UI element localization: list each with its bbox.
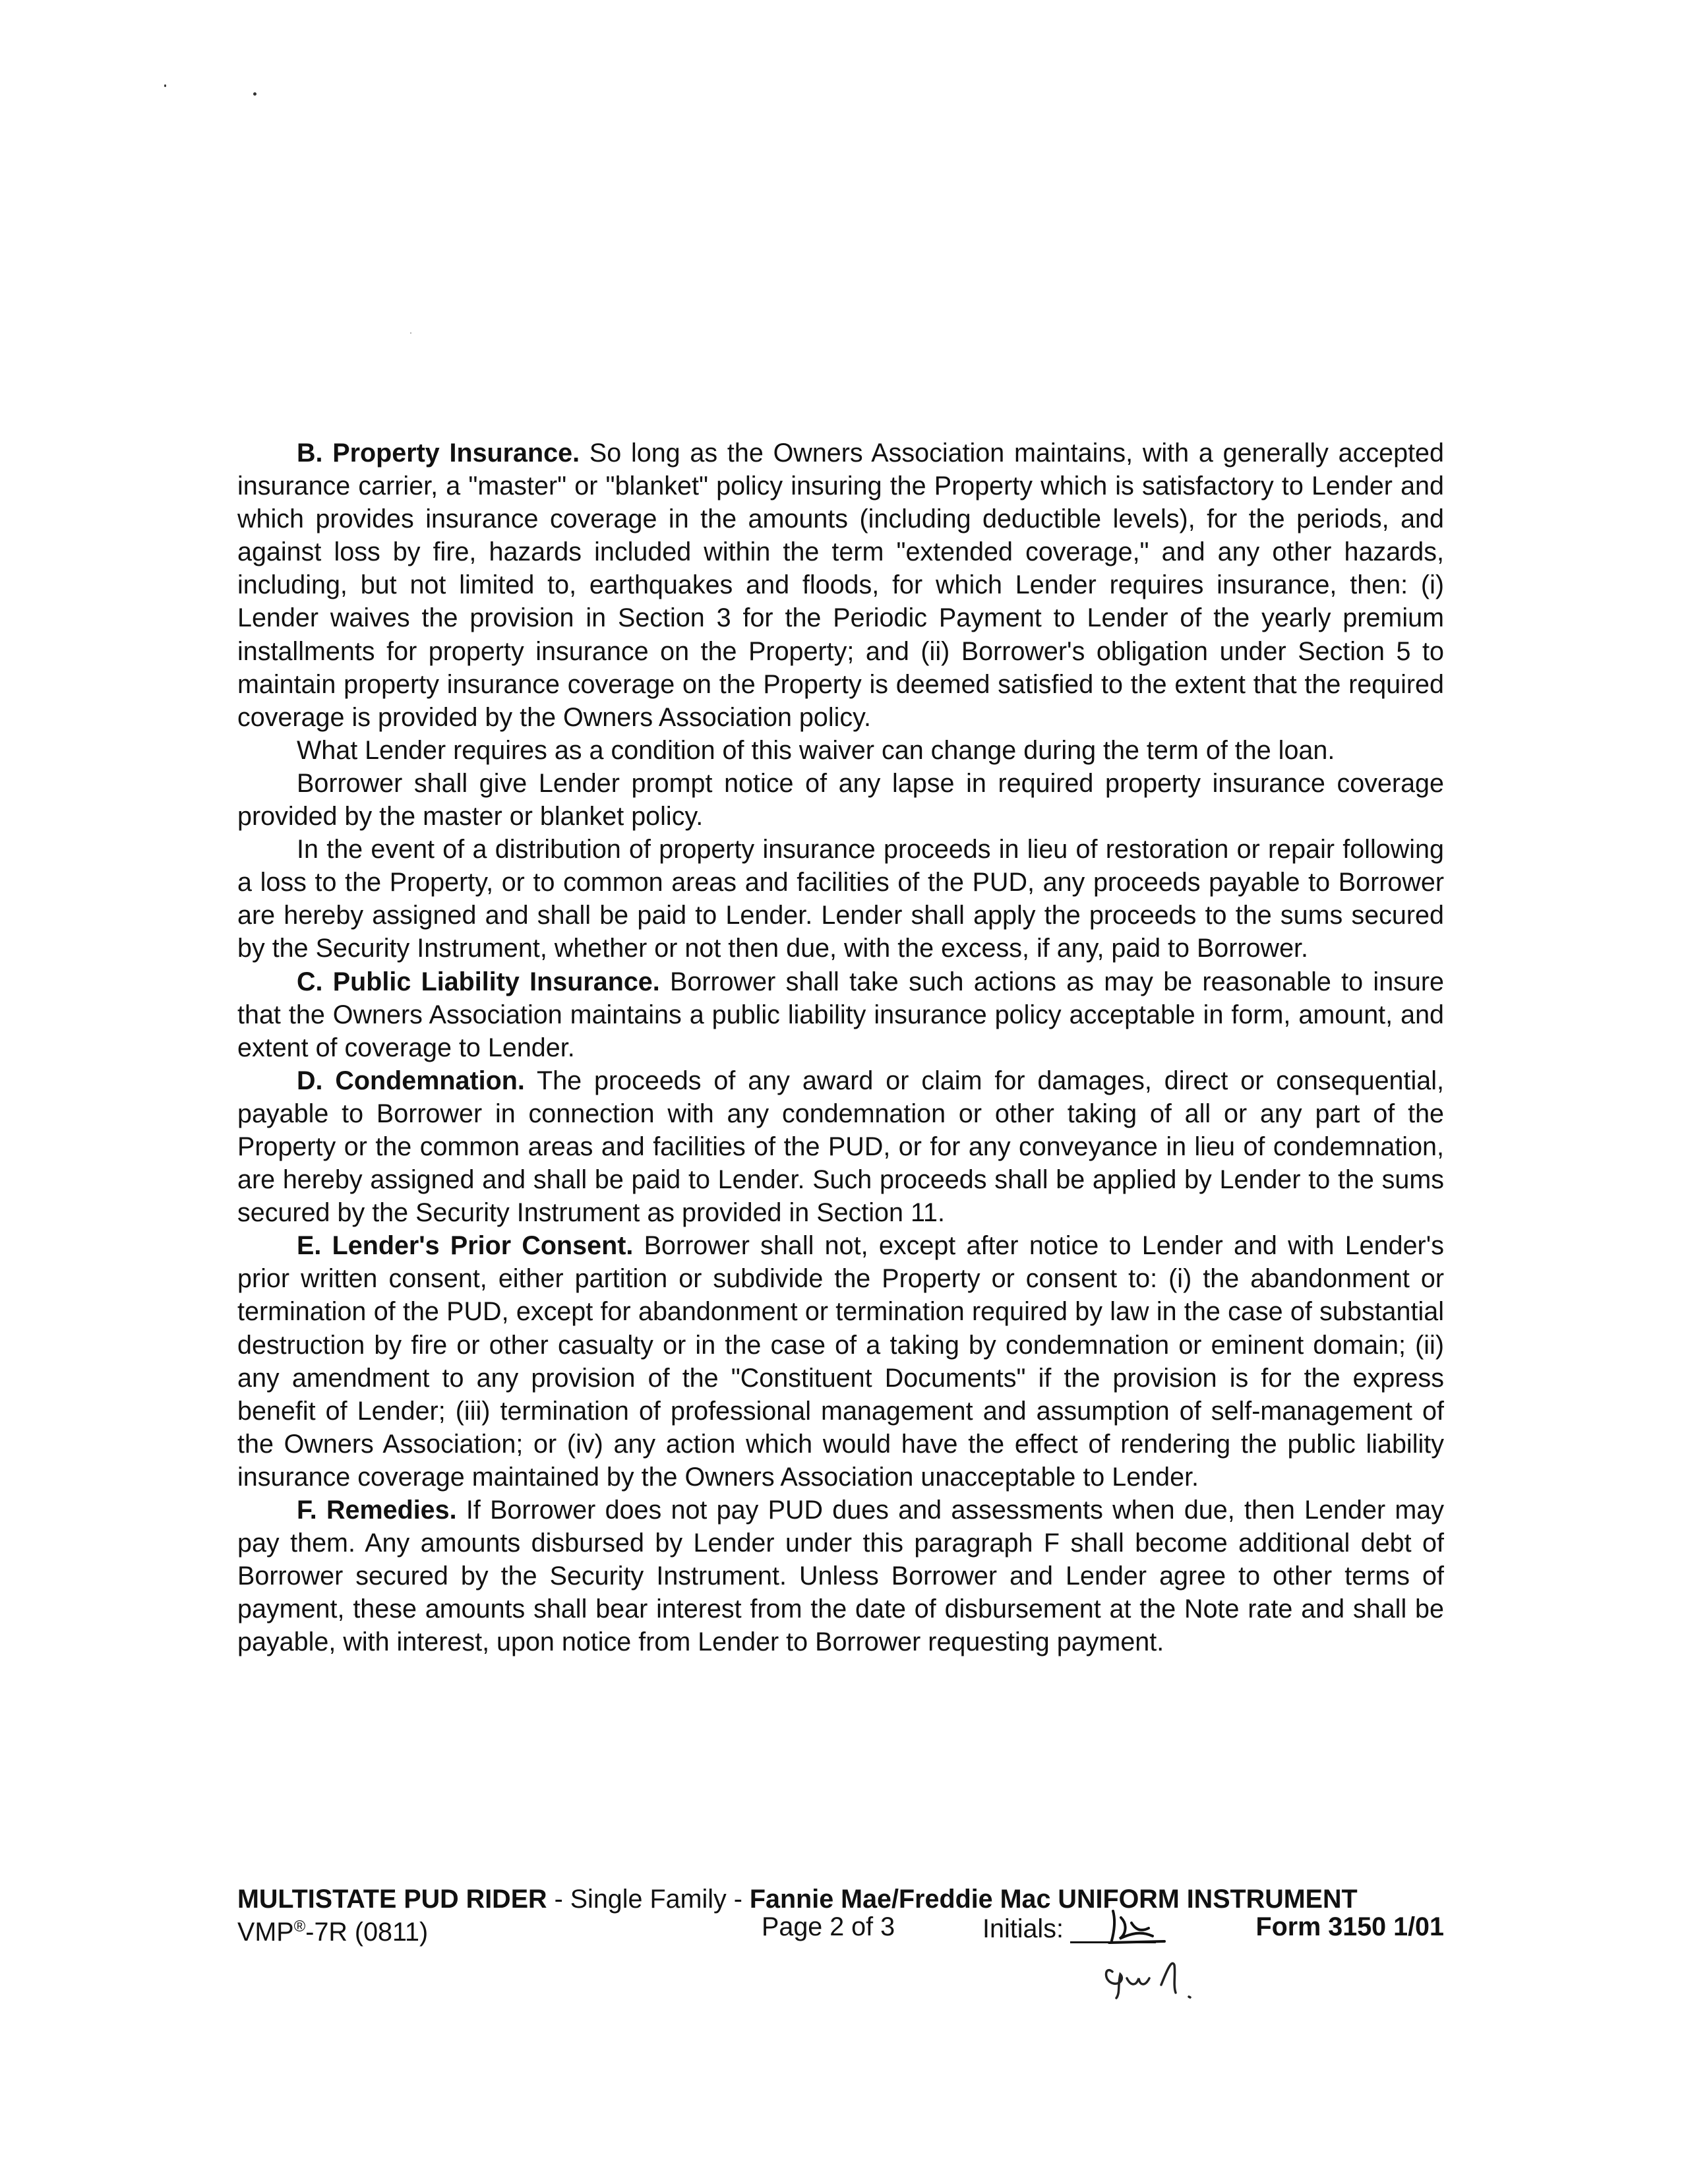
- footer-rider-title: MULTISTATE PUD RIDER: [237, 1885, 547, 1914]
- section-b-waiver-paragraph: [237, 734, 1444, 767]
- section-d-condemnation: [237, 1064, 1444, 1229]
- vmp-prefix: VMP: [237, 1918, 294, 1947]
- section-heading: D. Condemnation.: [297, 1066, 525, 1095]
- scan-speck: [410, 332, 411, 334]
- section-text: In the event of a distribution of property insurance proceeds in lieu of restoration or repair following a loss to the Property, or to common areas and facilities of the PUD, any proceeds payable to Borrower are hereby assigned and shall be paid to Lender. Lender shall apply the proceeds to the sums secured by the Security Instrument, whether or not then due, with the excess, if any, paid to Borrower.: [237, 835, 1444, 963]
- footer-vmp-code: [237, 1912, 428, 1947]
- section-b-notice-paragraph: [237, 767, 1444, 833]
- section-text: The proceeds of any award or claim for damages, direct or consequential, payable to Borrower in connection with any condemnation or other taking of all or any part of the Property or the common areas and facilities of the PUD, or for any conveyance in lieu of condemnation, are hereby assigned and shall be paid to Lender. Such proceeds shall be applied by Lender to the sums secured by the Security Instrument as provided in Section 11.: [237, 1066, 1444, 1228]
- section-heading: E. Lender's Prior Consent.: [297, 1231, 634, 1261]
- footer-family: Single Family: [570, 1885, 727, 1914]
- initials-label: Initials:: [982, 1914, 1064, 1943]
- registered-mark: ®: [293, 1918, 306, 1935]
- section-f-remedies: [237, 1494, 1444, 1658]
- section-text: If Borrower does not pay PUD dues and assessments when due, then Lender may pay them. Any amounts disbursed by Lender under this paragraph F shall become additional debt of Borrower secured by the Security Instrument. Unless Borrower and Lender agree to other terms of payment, these amounts shall bear interest from the date of disbursement at the Note rate and shall be payable, with interest, upon notice from Lender to Borrower requesting payment.: [237, 1496, 1444, 1657]
- footer-separator: -: [726, 1885, 750, 1914]
- section-b-property-insurance: [237, 437, 1444, 734]
- scan-speck: [253, 92, 256, 96]
- footer-title-line: [237, 1885, 1444, 1914]
- footer-form-number: Form 3150 1/01: [1255, 1912, 1444, 1941]
- initials-signature-mark: [1098, 1952, 1217, 2005]
- section-e-prior-consent: [237, 1229, 1444, 1494]
- rider-body: [237, 437, 1444, 1658]
- section-text: Borrower shall take such actions as may be reasonable to insure that the Owners Association maintains a public liability insurance policy acceptable in form, amount, and extent of coverage to Lender.: [237, 967, 1444, 1062]
- section-text: Borrower shall not, except after notice to Lender and with Lender's prior written consent, either partition or subdivide the Property or consent to: (i) the abandonment or termination of the PUD, except for abandonment or termination required by law in the case of substantial destruction by fire or other casualty or in the case of a taking by condemnation or eminent domain; (ii) any amendment to any provision of the "Constituent Documents" if the provision is for the express benefit of Lender; (iii) termination of professional management and assumption of self-management of the Owners Association; or (iv) any action which would have the effect of rendering the public liability insurance coverage maintained by the Owners Association unacceptable to Lender.: [237, 1231, 1444, 1492]
- section-heading: B. Property Insurance.: [297, 439, 580, 468]
- section-heading: C. Public Liability Insurance.: [297, 967, 660, 996]
- initials-handwritten-mark: [1101, 1904, 1174, 1951]
- footer-instrument: Fannie Mae/Freddie Mac UNIFORM INSTRUMENT: [749, 1885, 1358, 1914]
- footer-separator: -: [547, 1885, 570, 1914]
- section-text: Borrower shall give Lender prompt notice of any lapse in required property insurance coverage provided by the master or blanket policy.: [237, 768, 1444, 832]
- vmp-suffix: -7R (0811): [305, 1918, 429, 1947]
- section-text: So long as the Owners Association maintains, with a generally accepted insurance carrier, a "master" or "blanket" policy insuring the Property which is satisfactory to Lender and which provides insurance coverage in the amounts (including deductible levels), for the periods, and against loss by fire, hazards included within the term "extended coverage," and any other hazards, including, but not limited to, earthquakes and floods, for which Lender requires insurance, then: (i) Lender waives the provision in Section 3 for the Periodic Payment to Lender of the yearly premium installments for property insurance on the Property; and (ii) Borrower's obligation under Section 5 to maintain property insurance coverage on the Property is deemed satisfied to the extent that the required coverage is provided by the Owners Association policy.: [237, 439, 1444, 732]
- section-b-proceeds-paragraph: [237, 833, 1444, 965]
- footer-page-number: Page 2 of 3: [762, 1912, 895, 1941]
- section-heading: F. Remedies.: [297, 1496, 457, 1525]
- scan-speck: [164, 84, 166, 87]
- section-text: What Lender requires as a condition of this waiver can change during the term of the loan.: [297, 735, 1335, 765]
- section-c-public-liability: [237, 965, 1444, 1064]
